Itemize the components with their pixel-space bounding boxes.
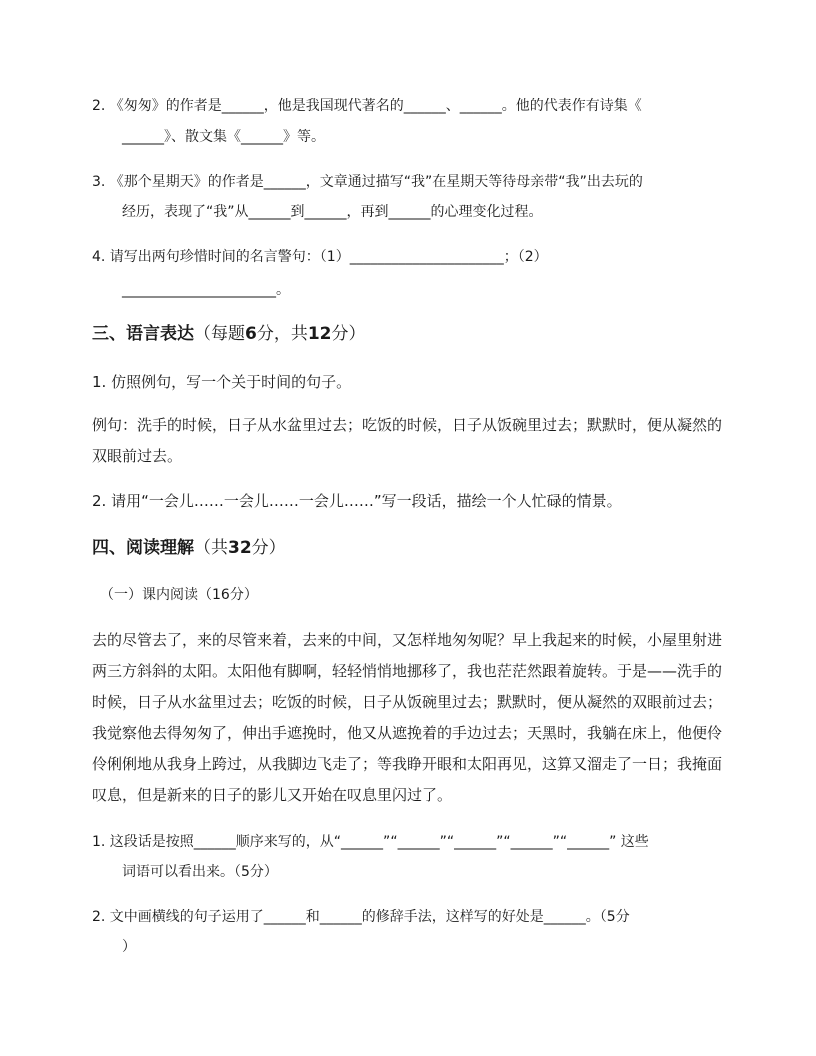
reading-passage: 去的尽管去了，来的尽管来着，去来的中间，又怎样地匆匆呢？早上我起来的时候，小屋里射进两三方斜斜的太阳。太阳他有脚啊，轻轻悄悄地挪移了，我也茫茫然跟着旋转。于是——洗手的时候，日子从水盆里过去；吃饭的时候，日子从饭碗里过去；默默时，便从凝然的双眼前过去；我觉察他去得匆匆了，伸出手遮挽时，他又从遮挽着的手边过去；天黑时，我躺在床上，他便伶伶俐俐地从我身上跨过，从我脚边飞走了；等我睁开眼和太阳再见，这算又溜走了一日；我掩面叹息，但是新来的日子的影儿又开始在叹息里闪过了。 <box>92 631 723 804</box>
question-2-line-1: 2. 《匆匆》的作者是______，他是我国现代著名的______、______。他的代表作有诗集《 <box>92 98 642 114</box>
reading-subsection-title: （一）课内阅读（16分） <box>100 587 258 603</box>
section-3-title: 三、语言表达 <box>92 324 194 344</box>
question-4-line-1: 4. 请写出两句珍惜时间的名言警句：（1）______________________；（2） <box>92 249 548 265</box>
question-2-line-2: ______》、散文集《______》等。 <box>122 129 325 145</box>
section-3-example: 例句：洗手的时候，日子从水盆里过去；吃饭的时候，日子从饭碗里过去；默默时，便从凝然的双眼前过去。 <box>92 416 723 465</box>
section-4-points: （共32分） <box>194 538 286 558</box>
question-4-line-2: ______________________。 <box>122 282 290 298</box>
reading-question-2-line-1: 2. 文中画横线的句子运用了______和______的修辞手法，这样写的好处是______。（5分 <box>92 909 630 925</box>
question-3-line-2: 经历，表现了“我”从______到______，再到______的心理变化过程。 <box>122 204 543 220</box>
reading-question-2-line-2: ） <box>122 939 136 955</box>
section-4-heading <box>92 537 286 559</box>
section-3-heading <box>92 323 366 345</box>
question-3-line-1: 3. 《那个星期天》的作者是______，文章通过描写“我”在星期天等待母亲带“我”出去玩的 <box>92 174 643 190</box>
section-3-question-1: 1. 仿照例句，写一个关于时间的句子。 <box>92 373 352 391</box>
reading-question-1-line-1: 1. 这段话是按照______顺序来写的，从“______”“______”“______”“______”“______” 这些 <box>92 834 649 850</box>
reading-question-1-line-2: 词语可以看出来。（5分） <box>122 864 278 880</box>
section-4-title: 四、阅读理解 <box>92 538 194 558</box>
section-3-points: （每题6分，共12分） <box>194 324 366 344</box>
section-3-question-2: 2. 请用“一会儿……一会儿……一会儿……”写一段话，描绘一个人忙碌的情景。 <box>92 492 622 510</box>
